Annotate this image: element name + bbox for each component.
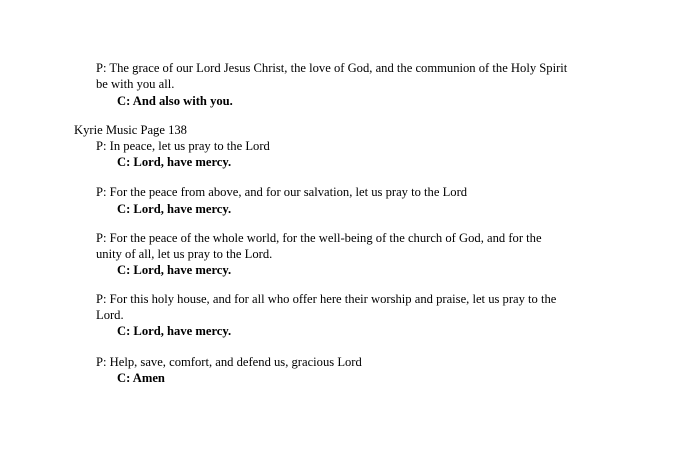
petition-4-pastor-line-1: P: For this holy house, and for all who offer here their worship and praise, let us pray to the (96, 292, 557, 306)
petition-2-pastor-line-1: P: For the peace from above, and for our salvation, let us pray to the Lord (96, 185, 468, 199)
greeting-congregation-response: C: And also with you. (117, 94, 233, 108)
petition-2-congregation-response: C: Lord, have mercy. (117, 202, 232, 216)
petition-5-congregation-response: C: Amen (117, 371, 165, 385)
petition-5-pastor-line-1: P: Help, save, comfort, and defend us, gracious Lord (96, 355, 362, 369)
petition-3-pastor-line-2: unity of all, let us pray to the Lord. (96, 247, 273, 261)
petition-1-congregation-response: C: Lord, have mercy. (117, 155, 232, 169)
petition-4-congregation-response: C: Lord, have mercy. (117, 324, 232, 338)
petition-4-pastor-line-2: Lord. (96, 308, 124, 322)
petition-1-pastor-line-1: P: In peace, let us pray to the Lord (96, 139, 270, 153)
kyrie-heading: Kyrie Music Page 138 (74, 123, 187, 137)
greeting-pastor-line-1: P: The grace of our Lord Jesus Christ, the love of God, and the communion of the Holy Spirit (96, 61, 568, 75)
petition-3-pastor-line-1: P: For the peace of the whole world, for the well-being of the church of God, and for the (96, 231, 542, 245)
greeting-pastor-line-2: be with you all. (96, 77, 175, 91)
petition-3-congregation-response: C: Lord, have mercy. (117, 263, 232, 277)
